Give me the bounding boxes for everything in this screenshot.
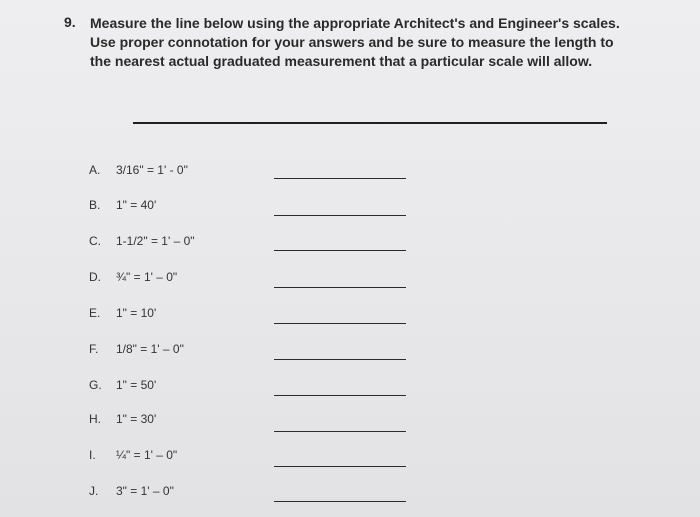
scale-label: 1/8" = 1' – 0" xyxy=(116,342,184,356)
answer-blank-b[interactable] xyxy=(274,215,406,216)
scale-item-i xyxy=(89,448,419,466)
line-to-measure xyxy=(133,122,607,124)
scale-item-f xyxy=(89,342,419,360)
item-letter: B. xyxy=(89,198,101,212)
question-line: Measure the line below using the appropriate Architect's and Engineer's scales. xyxy=(90,15,620,31)
question-line: the nearest actual graduated measurement that a particular scale will allow. xyxy=(90,53,593,69)
item-letter: A. xyxy=(89,163,101,177)
question-number: 9. xyxy=(64,14,76,30)
scale-item-b xyxy=(89,198,419,216)
answer-blank-i[interactable] xyxy=(274,466,406,467)
item-letter: F. xyxy=(89,342,99,356)
answer-blank-c[interactable] xyxy=(274,250,406,251)
scale-item-e xyxy=(89,306,419,324)
item-letter: E. xyxy=(89,306,101,320)
answer-blank-f[interactable] xyxy=(274,359,406,360)
scale-label: ¾" = 1' – 0" xyxy=(116,270,178,284)
question-line: Use proper connotation for your answers and be sure to measure the length to xyxy=(90,34,614,50)
scale-label: 1" = 30' xyxy=(116,412,157,426)
scale-item-g xyxy=(89,378,419,396)
answer-blank-h[interactable] xyxy=(274,431,406,432)
answer-blank-j[interactable] xyxy=(274,501,406,502)
item-letter: J. xyxy=(89,484,99,498)
scale-item-d xyxy=(89,270,419,288)
scale-label: 3" = 1' – 0" xyxy=(116,484,174,498)
scale-item-h xyxy=(89,412,419,430)
answer-blank-a[interactable] xyxy=(274,178,406,179)
item-letter: I. xyxy=(89,448,96,462)
scale-label: 1" = 40' xyxy=(116,198,157,212)
scale-label: 1-1/2" = 1' – 0" xyxy=(116,234,195,248)
answer-blank-g[interactable] xyxy=(274,395,406,396)
scale-label: 1" = 50' xyxy=(116,378,157,392)
question-prompt xyxy=(90,14,650,71)
item-letter: C. xyxy=(89,234,101,248)
item-letter: H. xyxy=(89,412,101,426)
scale-label: ¼" = 1' – 0" xyxy=(116,448,178,462)
answer-blank-e[interactable] xyxy=(274,323,406,324)
item-letter: D. xyxy=(89,270,101,284)
scale-label: 1" = 10' xyxy=(116,306,157,320)
item-letter: G. xyxy=(89,378,102,392)
scale-label: 3/16" = 1' - 0" xyxy=(116,163,188,177)
scale-item-j xyxy=(89,484,419,502)
answer-blank-d[interactable] xyxy=(274,287,406,288)
